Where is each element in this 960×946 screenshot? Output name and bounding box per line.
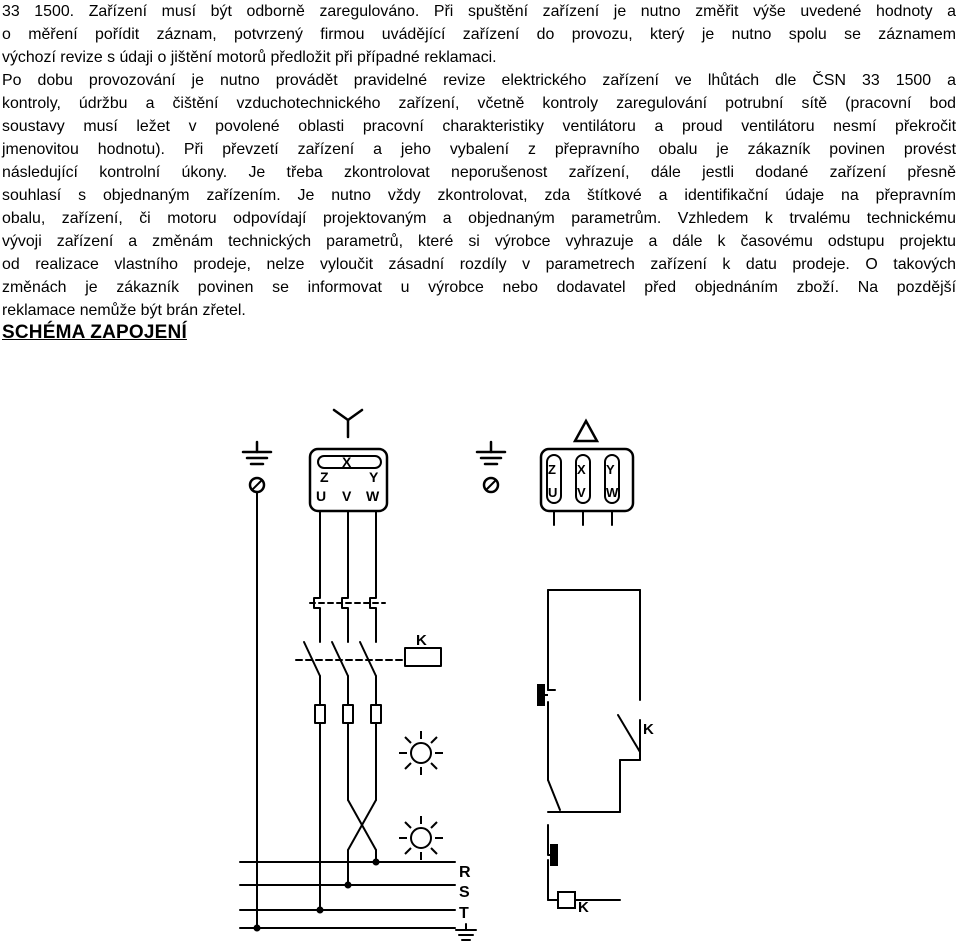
text-line: Po dobu provozování je nutno provádět pravidelné revize elektrického zařízení ve lhůtách dle ČSN 33 1500 a [2, 72, 956, 89]
left-phase-wires [320, 511, 376, 590]
ground-terminal-icon [484, 478, 498, 492]
terminal-z: Z [548, 462, 556, 477]
star-connection-icon [334, 410, 362, 437]
text-line: kontroly, údržbu a čištění vzduchotechnického zařízení, včetně kontroly zaregulování potrubní sítě (pracovní bod [2, 95, 956, 112]
text-line: vývoji zařízení a změnám technických parametrů, které si výrobce vyhrazuje a dále k časovému odstupu projektu [2, 233, 956, 250]
start-button [548, 845, 557, 865]
ground-terminal-icon [250, 478, 264, 492]
terminal-u: U [316, 488, 327, 504]
text-line: následující kontrolní úkony. Je třeba zkontrolovat neporušenost zařízení, dále jestli dodané zařízení přesně [2, 164, 956, 181]
phase-swap [348, 800, 376, 885]
text-line: 33 1500. Zařízení musí být odborně zaregulováno. Při spuštění zařízení je nutno změřit výše uvedené hodnoty a [2, 3, 956, 20]
contact-label: K [643, 721, 654, 738]
text-line: výchozí revize s údaji o jištění motorů předložit při případné reklamaci. [2, 49, 497, 66]
terminal-y: Y [606, 462, 615, 477]
right-phase-wires [554, 511, 612, 525]
terminal-v: V [342, 488, 352, 504]
line-t-label: T [459, 905, 469, 922]
terminal-w: W [366, 488, 380, 504]
motor-rotation-icon [399, 816, 443, 860]
auxiliary-contact-k [618, 715, 640, 752]
terminal-z: Z [320, 469, 329, 485]
text-line: od realizace vlastního prodeje, nelze vyloučit zásadní rozdíly v parametrech zařízení k datu prodeje. O takových [2, 256, 956, 273]
control-circuit [548, 590, 640, 900]
ground-icon [456, 924, 476, 940]
text-line: reklamace nemůže být brán zřetel. [2, 302, 246, 319]
ground-icon [477, 442, 505, 464]
stop-button [538, 685, 548, 705]
text-line: souhlasí s objednaným zařízením. Je nutno vždy zkontrolovat, zda štítkové a identifikační údaje na přepravním [2, 187, 956, 204]
terminal-w: W [606, 485, 619, 500]
line-s-label: S [459, 884, 470, 901]
delta-connection-icon [575, 421, 597, 441]
contactor-label: K [416, 632, 427, 649]
terminal-x: X [342, 454, 352, 470]
text-line: o měření pořídit záznam, potvrzený firmou uvádějící zařízení do provozu, který je nutno spolu se záznamem [2, 26, 956, 43]
text-line: obalu, zařízení, či motoru odpovídají projektovaným a objednaným parametrům. Vzhledem k trvalému technickému [2, 210, 956, 227]
motor-terminal-box [541, 449, 633, 511]
contactor-k [296, 642, 441, 705]
motor-rotation-icon [399, 731, 443, 775]
motor-terminal-box [310, 449, 387, 511]
terminal-v: V [577, 485, 586, 500]
text-line: změnách je zákazník povinen se informovat u výrobce nebo dodavatel před objednáním zboží. Na pozdější [2, 279, 956, 296]
text-line: soustavy musí ležet v povolené oblasti pracovní charakteristiky ventilátoru a proud ventilátoru nesmí překročit [2, 118, 956, 135]
line-r-label: R [459, 864, 471, 881]
terminal-u: U [548, 485, 558, 500]
coil-label: K [578, 899, 589, 916]
terminal-y: Y [369, 469, 379, 485]
terminal-x: X [577, 462, 586, 477]
text-line: jmenovitou hodnotu). Při převzetí zařízení a jeho vybalení z přepravního obalu je zákazník povinen provést [2, 141, 956, 158]
section-heading: SCHÉMA ZAPOJENÍ [2, 322, 187, 343]
ground-icon [243, 442, 271, 464]
overload-relay [310, 590, 385, 642]
coil-k [558, 892, 575, 908]
